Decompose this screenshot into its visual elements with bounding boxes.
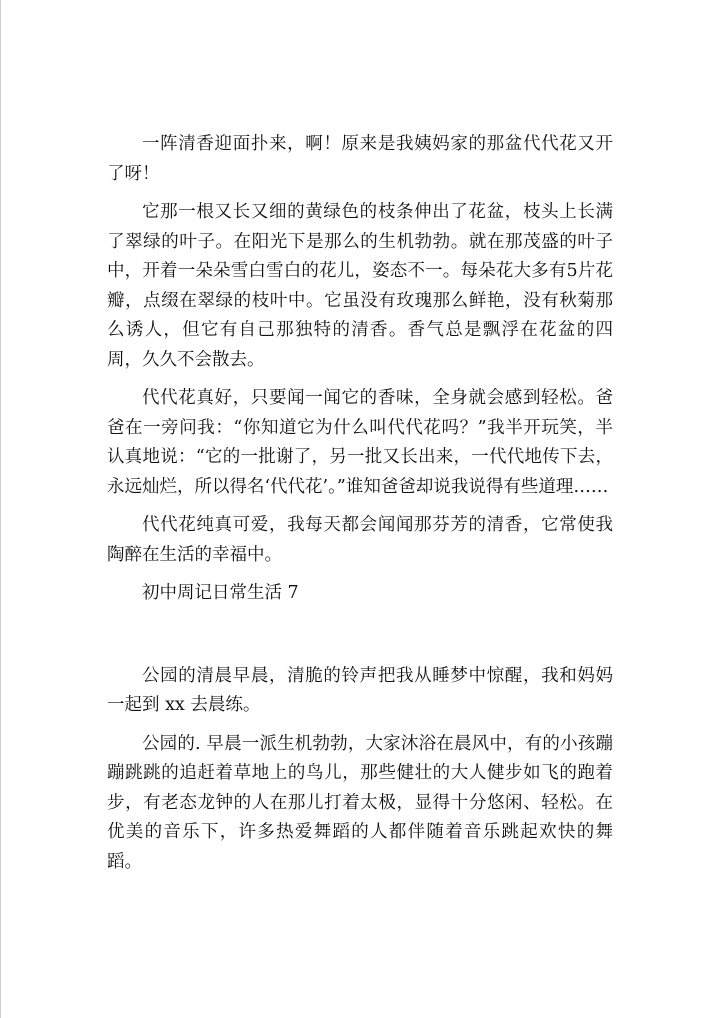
- paragraph-opening: 一阵清香迎面扑来，啊！原来是我姨妈家的那盆代代花又开了呀！: [107, 134, 613, 184]
- paragraph-morning: 公园的清晨早晨，清脆的铃声把我从睡梦中惊醒，我和妈妈一起到 xx 去晨练。: [107, 665, 613, 715]
- document-body: [107, 130, 613, 886]
- section-title: 初中周记日常生活 7: [142, 583, 299, 603]
- section-spacer: [107, 618, 613, 662]
- paragraph-dialogue: 代代花真好，只要闻一闻它的香味，全身就会感到轻松。爸爸在一旁问我：“你知道它为什么叫代代花吗？”我半开玩笑，半认真地说：“它的一批谢了，另一批又长出来，一代代地传下去，永远灿烂，所以得名‘代代花’。”谁知爸爸却说我说得有些道理……: [107, 388, 613, 497]
- paragraph-flower-description: 它那一根又长又细的黄绿色的枝条伸出了花盆，枝头上长满了翠绿的叶子。在阳光下是那么的生机勃勃。就在那茂盛的叶子中，开着一朵朵雪白雪白的花儿，姿态不一。每朵花大多有5片花瓣，点缀在翠绿的枝叶中。它虽没有玫瑰那么鲜艳，没有秋菊那么诱人，但它有自己那独特的清香。香气总是飘浮在花盆的四周，久久不会散去。: [107, 202, 613, 370]
- paragraph-conclusion: 代代花纯真可爱，我每天都会闻闻那芬芳的清香，它常使我陶醉在生活的幸福中。: [107, 515, 613, 565]
- paragraph-park: 公园的. 早晨一派生机勃勃，大家沐浴在晨风中，有的小孩蹦蹦跳跳的追赶着草地上的鸟儿，那些健壮的大人健步如飞的跑着步，有老态龙钟的人在那儿打着太极，显得十分悠闲、轻松。在优美的音乐下，许多热爱舞蹈的人都伴随着音乐跳起欢快的舞蹈。: [107, 733, 613, 872]
